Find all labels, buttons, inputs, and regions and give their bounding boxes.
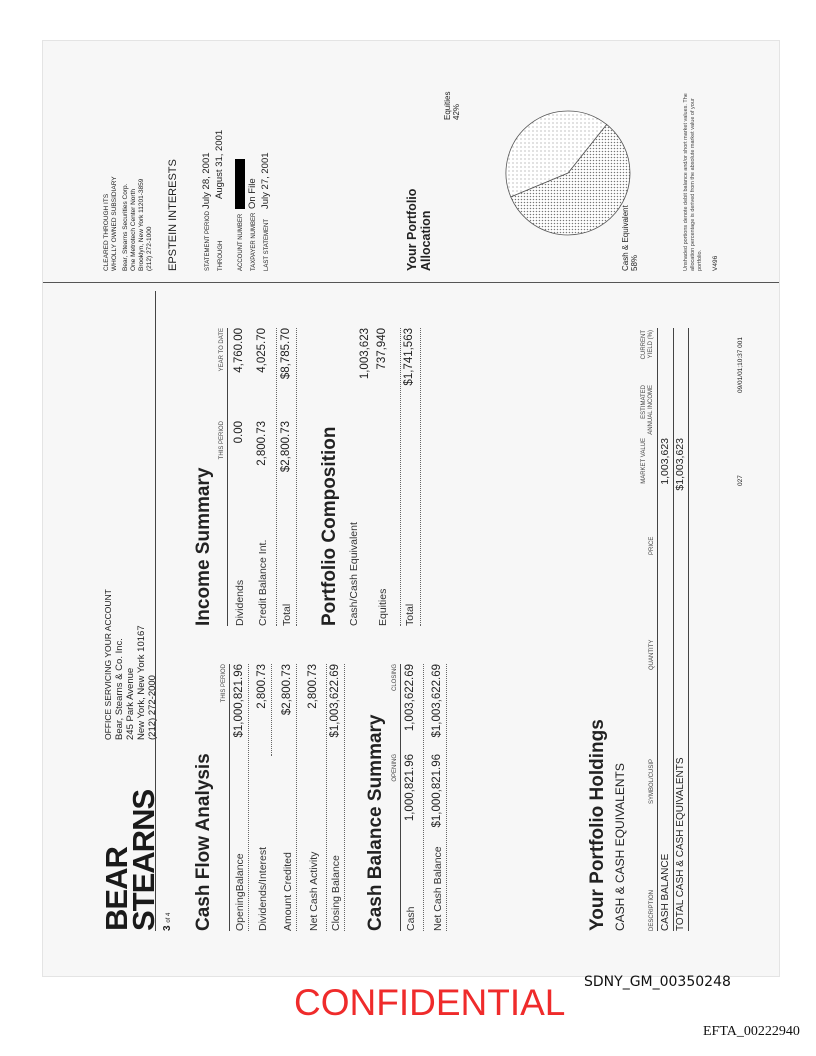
office-line: Bear, Stearns & Co. Inc. xyxy=(114,638,125,740)
cash-flow-label: OpeningBalance xyxy=(234,853,246,931)
cash-balance-label: Cash xyxy=(405,906,417,931)
income-label: Total xyxy=(281,603,293,626)
equities-label: Equities xyxy=(443,91,452,120)
cash-flow-rule xyxy=(229,664,230,931)
holdings-total-rule xyxy=(688,328,689,931)
allocation-title xyxy=(405,189,433,271)
cash-balance-rule xyxy=(400,664,401,931)
account-name: EPSTEIN INTERESTS xyxy=(167,159,179,271)
dotted-rule xyxy=(276,328,277,626)
income-label: Dividends xyxy=(234,579,246,626)
dotted-rule xyxy=(400,328,401,626)
income-ytd: $8,785.70 xyxy=(280,328,292,380)
cash-flow-label: Net Cash Activity xyxy=(308,851,320,931)
scanned-statement xyxy=(42,40,780,977)
holdings-col-quantity: QUANTITY xyxy=(649,639,655,670)
office-title: OFFICE SERVICING YOUR ACCOUNT xyxy=(103,589,113,740)
holdings-subtitle: CASH & CASH EQUIVALENTS xyxy=(613,763,627,931)
allocation-title-line: Your Portfolio xyxy=(405,188,419,271)
office-line: (212) 272-2000 xyxy=(147,675,158,740)
cash-flow-value: $2,800.73 xyxy=(281,664,293,716)
page-number: 3 xyxy=(162,925,173,931)
last-statement-row xyxy=(260,130,273,271)
rotated-page xyxy=(43,41,779,976)
dotted-rule xyxy=(296,328,297,626)
account-number-label: ACCOUNT NUMBER xyxy=(238,213,244,271)
cash-flow-label: Closing Balance xyxy=(330,855,342,931)
income-col-ytd: YEAR TO DATE xyxy=(219,328,225,372)
cash-flow-value: 2,800.73 xyxy=(256,664,268,709)
holdings-col-price: PRICE xyxy=(649,536,655,555)
holdings-row-description: TOTAL CASH & CASH EQUIVALENTS xyxy=(675,757,686,931)
cash-flow-value: 2,800.73 xyxy=(307,664,319,709)
redaction-bar xyxy=(235,159,245,209)
dotted-rule xyxy=(446,664,447,931)
income-period: 2,800.73 xyxy=(256,421,268,466)
income-rule xyxy=(227,328,228,626)
clearing-line: One Metrotech Center North xyxy=(130,188,137,271)
composition-label: Cash/Cash Equivalent xyxy=(348,522,360,626)
composition-value: 1,003,623 xyxy=(359,328,371,380)
cash-flow-title: Cash Flow Analysis xyxy=(193,753,214,931)
opening-col-header: OPENING xyxy=(392,754,398,782)
header-rule xyxy=(155,291,156,931)
clearing-title: WHOLLY OWNED SUBSIDIARY xyxy=(111,176,118,271)
logo-line-2: STEARNS xyxy=(126,789,161,931)
last-statement-label: LAST STATEMENT xyxy=(264,218,270,271)
print-timestamp: 09/01/01;10:37 001 xyxy=(737,336,744,393)
dotted-rule xyxy=(423,664,424,931)
holdings-row-market-value: 1,003,623 xyxy=(659,438,671,485)
through-label: THROUGH xyxy=(218,240,224,271)
cash-balance-opening: 1,000,821.96 xyxy=(404,754,416,822)
closing-col-header: CLOSING xyxy=(392,664,398,692)
dotted-rule xyxy=(344,664,345,931)
last-statement-value: July 27, 2001 xyxy=(260,152,271,209)
holdings-row-market-value: $1,003,623 xyxy=(674,438,686,491)
allocation-title-line: Allocation xyxy=(419,210,433,271)
holdings-col-description: DESCRIPTION xyxy=(649,889,655,931)
income-ytd: 4,025.70 xyxy=(256,328,268,373)
page-of: of 4 xyxy=(166,912,172,923)
composition-label: Total xyxy=(404,603,416,626)
allocation-code: V496 xyxy=(712,255,719,271)
dotted-rule xyxy=(326,664,327,931)
holdings-col-market-value: MARKET VALUE xyxy=(641,438,647,484)
dotted-rule xyxy=(248,664,249,931)
cash-balance-closing: 1,003,622.69 xyxy=(404,664,416,732)
account-number-row xyxy=(235,130,247,271)
right-panel-divider xyxy=(43,282,779,283)
page-code: 027 xyxy=(737,475,744,486)
through-row xyxy=(214,130,227,271)
dotted-rule xyxy=(420,328,421,626)
period-end: August 31, 2001 xyxy=(214,129,225,199)
holdings-col-yield: CURRENT YIELD (%) xyxy=(641,330,654,360)
period-label: STATEMENT PERIOD xyxy=(205,210,211,271)
dotted-rule xyxy=(296,664,297,931)
allocation-pie-chart xyxy=(463,58,673,273)
bates-number-sdny: SDNY_GM_00350248 xyxy=(584,974,731,990)
cash-flow-value: $1,003,622.69 xyxy=(329,664,341,738)
holdings-header-rule xyxy=(657,328,658,931)
income-period: $2,800.73 xyxy=(280,421,292,473)
clearing-block xyxy=(103,176,154,271)
composition-label: Equities xyxy=(377,588,389,626)
period-row xyxy=(201,130,214,271)
cash-flow-label: Amount Credited xyxy=(282,852,294,931)
clearing-line: Bear, Stearns Securities Corp. xyxy=(122,183,129,271)
page-indicator xyxy=(162,913,173,931)
cash-flow-col-header: THIS PERIOD xyxy=(221,664,227,703)
composition-title: Portfolio Composition xyxy=(319,426,340,626)
cash-balance-opening: $1,000,821.96 xyxy=(431,754,443,828)
income-title: Income Summary xyxy=(193,467,214,626)
holdings-row-description: CASH BALANCE xyxy=(660,853,671,931)
clearing-line: Brooklyn, New York 11201-3859 xyxy=(138,178,145,271)
composition-value: 737,940 xyxy=(376,328,388,370)
bear-stearns-logo xyxy=(99,789,161,931)
income-col-period: THIS PERIOD xyxy=(219,421,225,460)
cash-flow-value: $1,000,821.96 xyxy=(233,664,245,738)
dotted-rule xyxy=(271,664,272,756)
holdings-col-income: ESTIMATED ANNUAL INCOME xyxy=(641,385,654,435)
cash-balance-closing: $1,003,622.69 xyxy=(431,664,443,738)
statement-info xyxy=(201,130,273,271)
confidential-stamp: CONFIDENTIAL xyxy=(294,982,566,1023)
equities-pct: 42% xyxy=(452,103,461,120)
logo-line-1: BEAR xyxy=(99,847,134,931)
allocation-note: Unshaded portions denote debit balance and/or short market values. The allocation percentage is derived from the absolute market value of your portfolio. xyxy=(683,93,703,271)
composition-value: $1,741,563 xyxy=(403,328,415,386)
holdings-title: Your Portfolio Holdings xyxy=(587,719,608,931)
cash-slice-label xyxy=(621,205,639,271)
clearing-title: CLEARED THROUGH ITS xyxy=(103,193,110,271)
office-line: 245 Park Avenue xyxy=(125,667,136,740)
office-line: New York, New York 10167 xyxy=(136,625,147,740)
holdings-row-rule xyxy=(673,328,674,931)
cash-pct: 58% xyxy=(630,254,639,271)
clearing-line: (212) 272-1000 xyxy=(146,226,153,271)
office-block xyxy=(103,589,158,740)
period-start: July 28, 2001 xyxy=(201,152,212,209)
taxpayer-row xyxy=(247,130,260,271)
income-label: Credit Balance Int. xyxy=(257,539,269,626)
equities-slice-label xyxy=(443,92,461,120)
income-period: 0.00 xyxy=(233,421,245,444)
cash-flow-label: Dividends/Interest xyxy=(257,846,269,931)
cash-balance-title: Cash Balance Summary xyxy=(365,714,386,931)
holdings-col-symbol: SYMBOL/CUSIP xyxy=(649,758,655,804)
cash-balance-label: Net Cash Balance xyxy=(432,846,444,931)
bates-number-efta: EFTA_00222940 xyxy=(703,1024,800,1039)
cash-label: Cash & Equivalent xyxy=(621,205,630,271)
taxpayer-value: On File xyxy=(247,178,258,209)
income-ytd: 4,760.00 xyxy=(233,328,245,373)
taxpayer-label: TAXPAYER NUMBER xyxy=(251,212,257,271)
